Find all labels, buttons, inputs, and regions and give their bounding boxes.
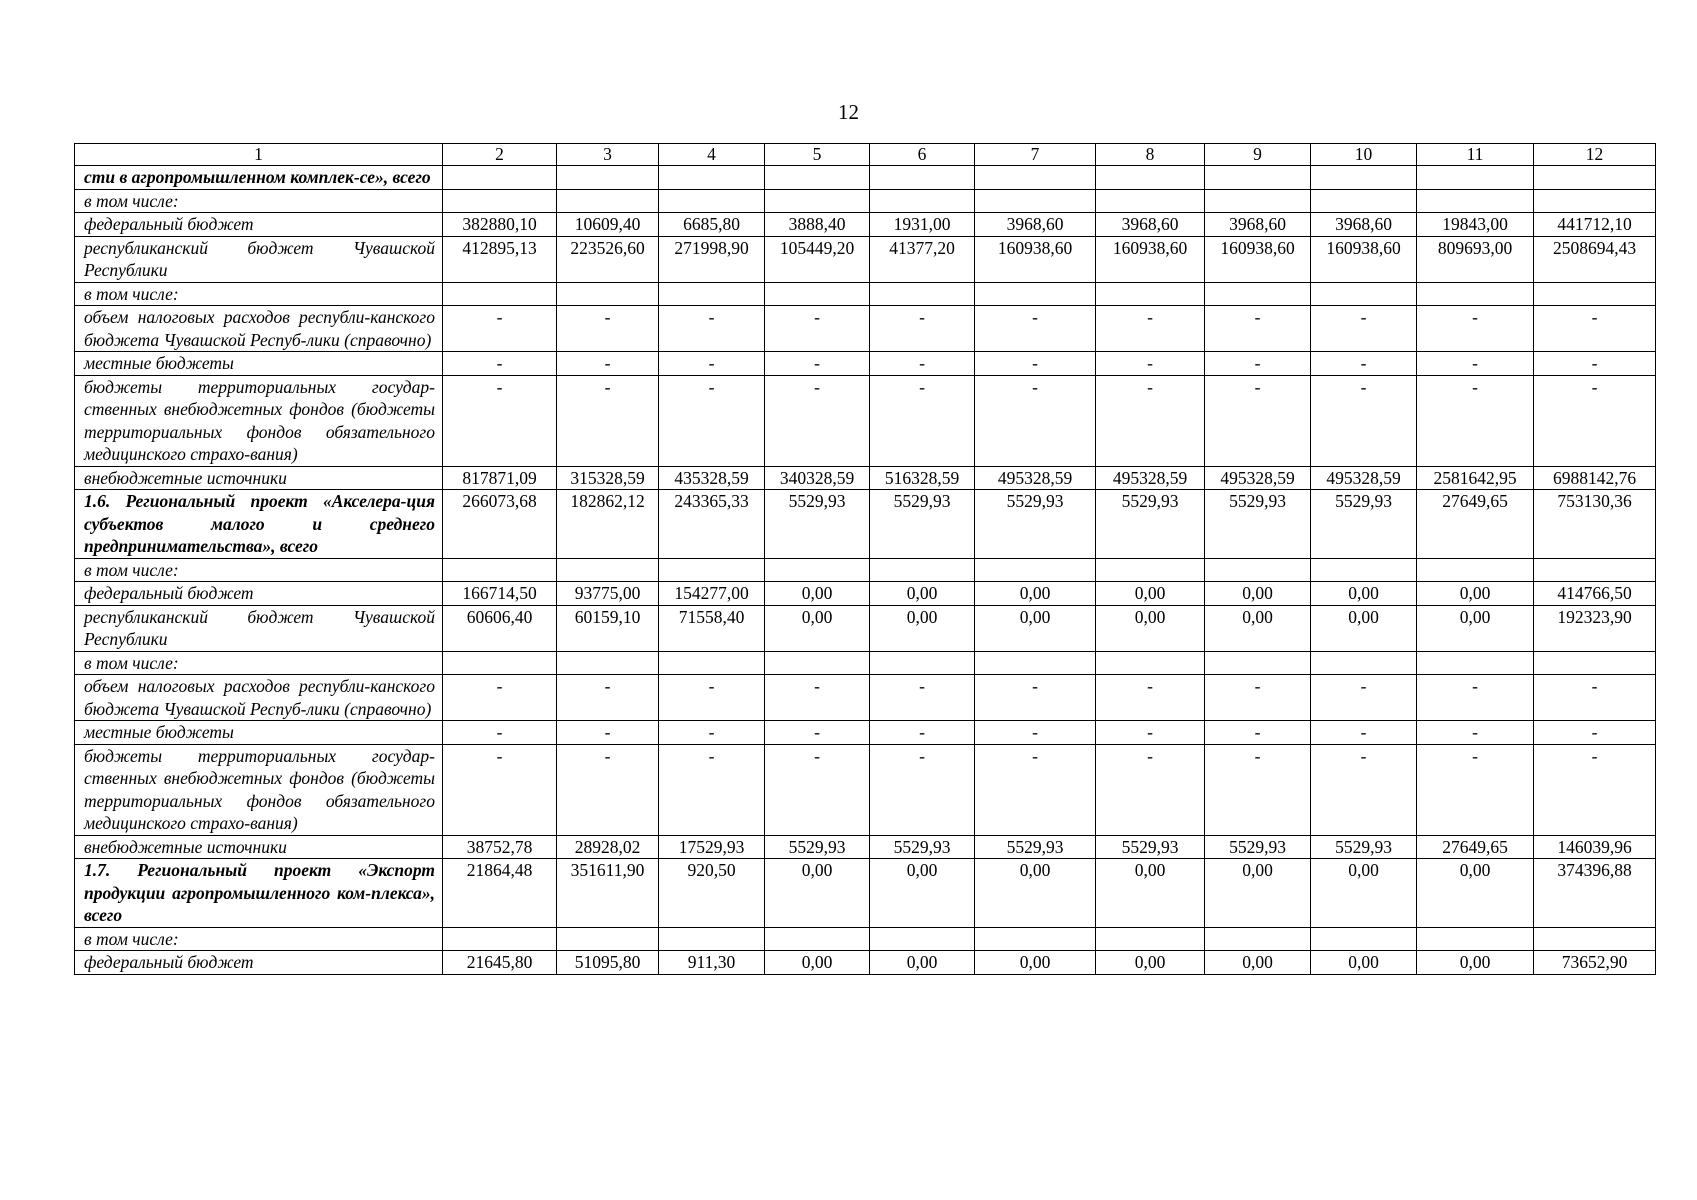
value-cell: 0,00 — [1096, 859, 1205, 928]
value-cell: 5529,93 — [975, 490, 1096, 559]
row-label-cell: в том числе: — [75, 651, 443, 675]
table-row — [75, 675, 1656, 721]
value-cell: 5529,93 — [1205, 835, 1311, 859]
value-cell: - — [1417, 675, 1534, 721]
value-cell: 21864,48 — [443, 859, 557, 928]
value-cell — [1205, 651, 1311, 675]
value-cell: 73652,90 — [1534, 951, 1656, 975]
value-cell: 182862,12 — [557, 490, 659, 559]
table-row — [75, 375, 1656, 466]
row-label-cell: в том числе: — [75, 927, 443, 951]
value-cell: - — [659, 675, 765, 721]
value-cell: - — [870, 375, 975, 466]
value-cell — [443, 558, 557, 582]
value-cell: - — [1534, 375, 1656, 466]
row-label-cell: республиканский бюджет Чувашской Республики — [75, 605, 443, 651]
value-cell — [1205, 558, 1311, 582]
table-row — [75, 605, 1656, 651]
value-cell: 0,00 — [765, 582, 870, 606]
value-cell — [557, 166, 659, 190]
value-cell: 340328,59 — [765, 466, 870, 490]
value-cell: - — [557, 744, 659, 835]
value-cell: - — [1096, 744, 1205, 835]
value-cell — [443, 189, 557, 213]
value-cell: 146039,96 — [1534, 835, 1656, 859]
value-cell — [1205, 189, 1311, 213]
value-cell: 41377,20 — [870, 236, 975, 282]
value-cell: 0,00 — [1205, 605, 1311, 651]
value-cell: 5529,93 — [975, 835, 1096, 859]
table-row — [75, 282, 1656, 306]
value-cell: 0,00 — [1205, 951, 1311, 975]
value-cell: 3968,60 — [975, 213, 1096, 237]
value-cell — [975, 558, 1096, 582]
value-cell: - — [975, 721, 1096, 745]
value-cell — [1096, 651, 1205, 675]
value-cell — [1417, 166, 1534, 190]
value-cell: - — [1096, 375, 1205, 466]
row-label-cell: объем налоговых расходов республи-канского бюджета Чувашской Респуб-лики (справочно) — [75, 306, 443, 352]
value-cell: 160938,60 — [1311, 236, 1417, 282]
value-cell: 0,00 — [1205, 859, 1311, 928]
value-cell — [443, 282, 557, 306]
value-cell: 17529,93 — [659, 835, 765, 859]
value-cell — [557, 927, 659, 951]
table-row — [75, 651, 1656, 675]
value-cell: 0,00 — [975, 582, 1096, 606]
value-cell — [1205, 927, 1311, 951]
value-cell — [659, 651, 765, 675]
value-cell — [1534, 927, 1656, 951]
value-cell: 0,00 — [1417, 582, 1534, 606]
value-cell — [870, 651, 975, 675]
header-row — [75, 144, 1656, 166]
value-cell — [1096, 166, 1205, 190]
value-cell — [975, 282, 1096, 306]
value-cell: 0,00 — [765, 951, 870, 975]
value-cell: 5529,93 — [765, 835, 870, 859]
value-cell: - — [765, 744, 870, 835]
value-cell: 5529,93 — [1096, 835, 1205, 859]
value-cell: - — [870, 744, 975, 835]
value-cell: 5529,93 — [1096, 490, 1205, 559]
value-cell: 0,00 — [870, 951, 975, 975]
value-cell: - — [443, 721, 557, 745]
value-cell — [659, 189, 765, 213]
row-label-cell: объем налоговых расходов республи-канского бюджета Чувашской Респуб-лики (справочно) — [75, 675, 443, 721]
value-cell: - — [443, 744, 557, 835]
value-cell: - — [557, 721, 659, 745]
value-cell: 0,00 — [765, 605, 870, 651]
value-cell: 27649,65 — [1417, 490, 1534, 559]
value-cell — [557, 189, 659, 213]
value-cell: - — [1205, 352, 1311, 376]
column-header-11: 11 — [1417, 144, 1534, 166]
value-cell — [1417, 189, 1534, 213]
value-cell — [1096, 558, 1205, 582]
value-cell: 5529,93 — [1311, 490, 1417, 559]
value-cell: 374396,88 — [1534, 859, 1656, 928]
value-cell: 3968,60 — [1205, 213, 1311, 237]
value-cell: - — [765, 375, 870, 466]
value-cell — [1205, 166, 1311, 190]
row-label-cell: федеральный бюджет — [75, 582, 443, 606]
value-cell: 10609,40 — [557, 213, 659, 237]
value-cell — [870, 558, 975, 582]
section-title-cell: 1.6. Региональный проект «Акселера-ция субъектов малого и среднего предпринимательства», всего — [75, 490, 443, 559]
value-cell: - — [659, 306, 765, 352]
table-row — [75, 213, 1656, 237]
value-cell: 160938,60 — [1205, 236, 1311, 282]
column-header-12: 12 — [1534, 144, 1656, 166]
value-cell: - — [1311, 375, 1417, 466]
value-cell — [1534, 189, 1656, 213]
value-cell: - — [557, 675, 659, 721]
value-cell — [1311, 189, 1417, 213]
value-cell: - — [765, 306, 870, 352]
value-cell: - — [659, 721, 765, 745]
row-label-cell: в том числе: — [75, 282, 443, 306]
value-cell: 93775,00 — [557, 582, 659, 606]
table-row — [75, 166, 1656, 190]
value-cell: - — [1096, 352, 1205, 376]
value-cell: - — [1417, 375, 1534, 466]
value-cell: - — [1205, 306, 1311, 352]
value-cell: 0,00 — [1417, 951, 1534, 975]
value-cell: 412895,13 — [443, 236, 557, 282]
table-row — [75, 306, 1656, 352]
value-cell: 60606,40 — [443, 605, 557, 651]
value-cell: 71558,40 — [659, 605, 765, 651]
column-header-8: 8 — [1096, 144, 1205, 166]
value-cell: - — [443, 352, 557, 376]
column-header-2: 2 — [443, 144, 557, 166]
value-cell: 154277,00 — [659, 582, 765, 606]
value-cell: - — [975, 352, 1096, 376]
section-title-cell: сти в агропромышленном комплек-се», всего — [75, 166, 443, 190]
value-cell — [1534, 166, 1656, 190]
value-cell: - — [1417, 306, 1534, 352]
value-cell: - — [1311, 675, 1417, 721]
value-cell: 0,00 — [870, 859, 975, 928]
value-cell: 5529,93 — [1311, 835, 1417, 859]
value-cell: 0,00 — [1311, 605, 1417, 651]
value-cell: 1931,00 — [870, 213, 975, 237]
value-cell: - — [870, 306, 975, 352]
value-cell: - — [557, 375, 659, 466]
value-cell — [1534, 282, 1656, 306]
value-cell: 160938,60 — [975, 236, 1096, 282]
table-row — [75, 352, 1656, 376]
value-cell — [659, 166, 765, 190]
column-header-9: 9 — [1205, 144, 1311, 166]
value-cell: - — [870, 352, 975, 376]
value-cell — [1311, 282, 1417, 306]
value-cell: - — [1205, 675, 1311, 721]
column-header-6: 6 — [870, 144, 975, 166]
value-cell: 0,00 — [765, 859, 870, 928]
value-cell: 495328,59 — [1205, 466, 1311, 490]
value-cell: - — [870, 675, 975, 721]
value-cell: 3968,60 — [1096, 213, 1205, 237]
column-header-4: 4 — [659, 144, 765, 166]
value-cell: - — [1534, 352, 1656, 376]
value-cell: 516328,59 — [870, 466, 975, 490]
table-row — [75, 721, 1656, 745]
value-cell: - — [659, 744, 765, 835]
row-label-cell: местные бюджеты — [75, 721, 443, 745]
value-cell — [975, 651, 1096, 675]
value-cell: 2581642,95 — [1417, 466, 1534, 490]
value-cell — [870, 282, 975, 306]
value-cell: 19843,00 — [1417, 213, 1534, 237]
value-cell — [870, 166, 975, 190]
table-row — [75, 835, 1656, 859]
value-cell — [1096, 189, 1205, 213]
value-cell: 0,00 — [1205, 582, 1311, 606]
value-cell — [765, 282, 870, 306]
value-cell: 0,00 — [1417, 605, 1534, 651]
value-cell — [1096, 282, 1205, 306]
value-cell: 495328,59 — [1096, 466, 1205, 490]
value-cell: - — [1096, 306, 1205, 352]
value-cell: 0,00 — [870, 582, 975, 606]
value-cell: 243365,33 — [659, 490, 765, 559]
column-header-10: 10 — [1311, 144, 1417, 166]
value-cell — [975, 166, 1096, 190]
value-cell: 0,00 — [975, 951, 1096, 975]
value-cell — [870, 189, 975, 213]
row-label-cell: республиканский бюджет Чувашской Республики — [75, 236, 443, 282]
value-cell: 0,00 — [1096, 605, 1205, 651]
value-cell: 435328,59 — [659, 466, 765, 490]
section-title-cell: 1.7. Региональный проект «Экспорт продукции агропромышленного ком-плекса», всего — [75, 859, 443, 928]
value-cell: 5529,93 — [765, 490, 870, 559]
value-cell: - — [443, 306, 557, 352]
table-row — [75, 466, 1656, 490]
row-label-cell: бюджеты территориальных государ-ственных внебюджетных фондов (бюджеты территориальных фондов обязательного медицинского страхо-вания) — [75, 744, 443, 835]
value-cell — [443, 166, 557, 190]
value-cell: 0,00 — [1096, 951, 1205, 975]
value-cell — [765, 166, 870, 190]
value-cell: - — [1096, 675, 1205, 721]
value-cell: 315328,59 — [557, 466, 659, 490]
value-cell: 28928,02 — [557, 835, 659, 859]
value-cell: 60159,10 — [557, 605, 659, 651]
column-header-1: 1 — [75, 144, 443, 166]
value-cell: 495328,59 — [1311, 466, 1417, 490]
value-cell: 105449,20 — [765, 236, 870, 282]
value-cell — [765, 651, 870, 675]
value-cell: 166714,50 — [443, 582, 557, 606]
value-cell: - — [659, 375, 765, 466]
value-cell: - — [765, 675, 870, 721]
value-cell: - — [1311, 721, 1417, 745]
column-header-5: 5 — [765, 144, 870, 166]
value-cell: - — [975, 744, 1096, 835]
value-cell: 0,00 — [975, 859, 1096, 928]
value-cell: - — [1205, 721, 1311, 745]
value-cell: 6988142,76 — [1534, 466, 1656, 490]
value-cell: 51095,80 — [557, 951, 659, 975]
column-header-7: 7 — [975, 144, 1096, 166]
value-cell — [870, 927, 975, 951]
row-label-cell: федеральный бюджет — [75, 213, 443, 237]
value-cell — [1534, 651, 1656, 675]
value-cell: - — [975, 375, 1096, 466]
row-label-cell: бюджеты территориальных государ-ственных внебюджетных фондов (бюджеты территориальных фондов обязательного медицинского страхо-вания) — [75, 375, 443, 466]
value-cell: 0,00 — [1096, 582, 1205, 606]
value-cell: 441712,10 — [1534, 213, 1656, 237]
value-cell — [765, 189, 870, 213]
value-cell: 21645,80 — [443, 951, 557, 975]
value-cell — [557, 651, 659, 675]
value-cell — [1417, 282, 1534, 306]
value-cell: 809693,00 — [1417, 236, 1534, 282]
table-row — [75, 859, 1656, 928]
table-row — [75, 927, 1656, 951]
value-cell — [557, 282, 659, 306]
table-row — [75, 744, 1656, 835]
table-row — [75, 951, 1656, 975]
value-cell: - — [659, 352, 765, 376]
value-cell — [1417, 927, 1534, 951]
value-cell: 495328,59 — [975, 466, 1096, 490]
table-row — [75, 236, 1656, 282]
value-cell — [1205, 282, 1311, 306]
value-cell: - — [1311, 744, 1417, 835]
value-cell — [443, 927, 557, 951]
value-cell: 160938,60 — [1096, 236, 1205, 282]
value-cell: - — [1311, 306, 1417, 352]
value-cell: 0,00 — [870, 605, 975, 651]
value-cell — [765, 558, 870, 582]
table-body — [75, 144, 1656, 975]
value-cell: - — [1534, 721, 1656, 745]
row-label-cell: внебюджетные источники — [75, 835, 443, 859]
value-cell: 27649,65 — [1417, 835, 1534, 859]
value-cell — [1311, 927, 1417, 951]
value-cell: 0,00 — [1417, 859, 1534, 928]
value-cell: - — [1417, 721, 1534, 745]
value-cell — [659, 558, 765, 582]
value-cell: 5529,93 — [1205, 490, 1311, 559]
value-cell — [557, 558, 659, 582]
table-row — [75, 490, 1656, 559]
value-cell: - — [975, 675, 1096, 721]
value-cell: - — [1205, 744, 1311, 835]
value-cell: 0,00 — [975, 605, 1096, 651]
value-cell: - — [1417, 352, 1534, 376]
value-cell — [975, 927, 1096, 951]
row-label-cell: внебюджетные источники — [75, 466, 443, 490]
value-cell: 911,30 — [659, 951, 765, 975]
value-cell: 351611,90 — [557, 859, 659, 928]
value-cell: 3888,40 — [765, 213, 870, 237]
value-cell: - — [1534, 675, 1656, 721]
table-row — [75, 582, 1656, 606]
value-cell: 0,00 — [1311, 951, 1417, 975]
value-cell: 6685,80 — [659, 213, 765, 237]
value-cell: 5529,93 — [870, 835, 975, 859]
row-label-cell: в том числе: — [75, 558, 443, 582]
value-cell: - — [1417, 744, 1534, 835]
value-cell — [765, 927, 870, 951]
value-cell: 817871,09 — [443, 466, 557, 490]
value-cell — [1417, 651, 1534, 675]
value-cell: 192323,90 — [1534, 605, 1656, 651]
value-cell: 5529,93 — [870, 490, 975, 559]
value-cell: - — [1311, 352, 1417, 376]
value-cell — [659, 282, 765, 306]
table-row — [75, 189, 1656, 213]
value-cell: 753130,36 — [1534, 490, 1656, 559]
value-cell: - — [1534, 306, 1656, 352]
value-cell: - — [443, 375, 557, 466]
value-cell — [443, 651, 557, 675]
value-cell: 223526,60 — [557, 236, 659, 282]
budget-table — [74, 143, 1656, 975]
value-cell: - — [1205, 375, 1311, 466]
value-cell: - — [765, 352, 870, 376]
value-cell: 382880,10 — [443, 213, 557, 237]
value-cell: - — [975, 306, 1096, 352]
value-cell — [1311, 166, 1417, 190]
row-label-cell: федеральный бюджет — [75, 951, 443, 975]
value-cell: 3968,60 — [1311, 213, 1417, 237]
value-cell: 38752,78 — [443, 835, 557, 859]
value-cell: 0,00 — [1311, 582, 1417, 606]
row-label-cell: в том числе: — [75, 189, 443, 213]
value-cell: 266073,68 — [443, 490, 557, 559]
column-header-3: 3 — [557, 144, 659, 166]
table-row — [75, 558, 1656, 582]
row-label-cell: местные бюджеты — [75, 352, 443, 376]
value-cell: 271998,90 — [659, 236, 765, 282]
value-cell: 0,00 — [1311, 859, 1417, 928]
value-cell — [1311, 558, 1417, 582]
value-cell: - — [443, 675, 557, 721]
page-number: 12 — [838, 100, 859, 124]
value-cell — [1311, 651, 1417, 675]
value-cell: 2508694,43 — [1534, 236, 1656, 282]
value-cell — [1417, 558, 1534, 582]
value-cell — [1096, 927, 1205, 951]
value-cell: 920,50 — [659, 859, 765, 928]
value-cell — [1534, 558, 1656, 582]
value-cell — [975, 189, 1096, 213]
value-cell — [659, 927, 765, 951]
value-cell: - — [1096, 721, 1205, 745]
value-cell: - — [765, 721, 870, 745]
value-cell: - — [557, 352, 659, 376]
value-cell: - — [1534, 744, 1656, 835]
value-cell: - — [870, 721, 975, 745]
value-cell: 414766,50 — [1534, 582, 1656, 606]
value-cell: - — [557, 306, 659, 352]
